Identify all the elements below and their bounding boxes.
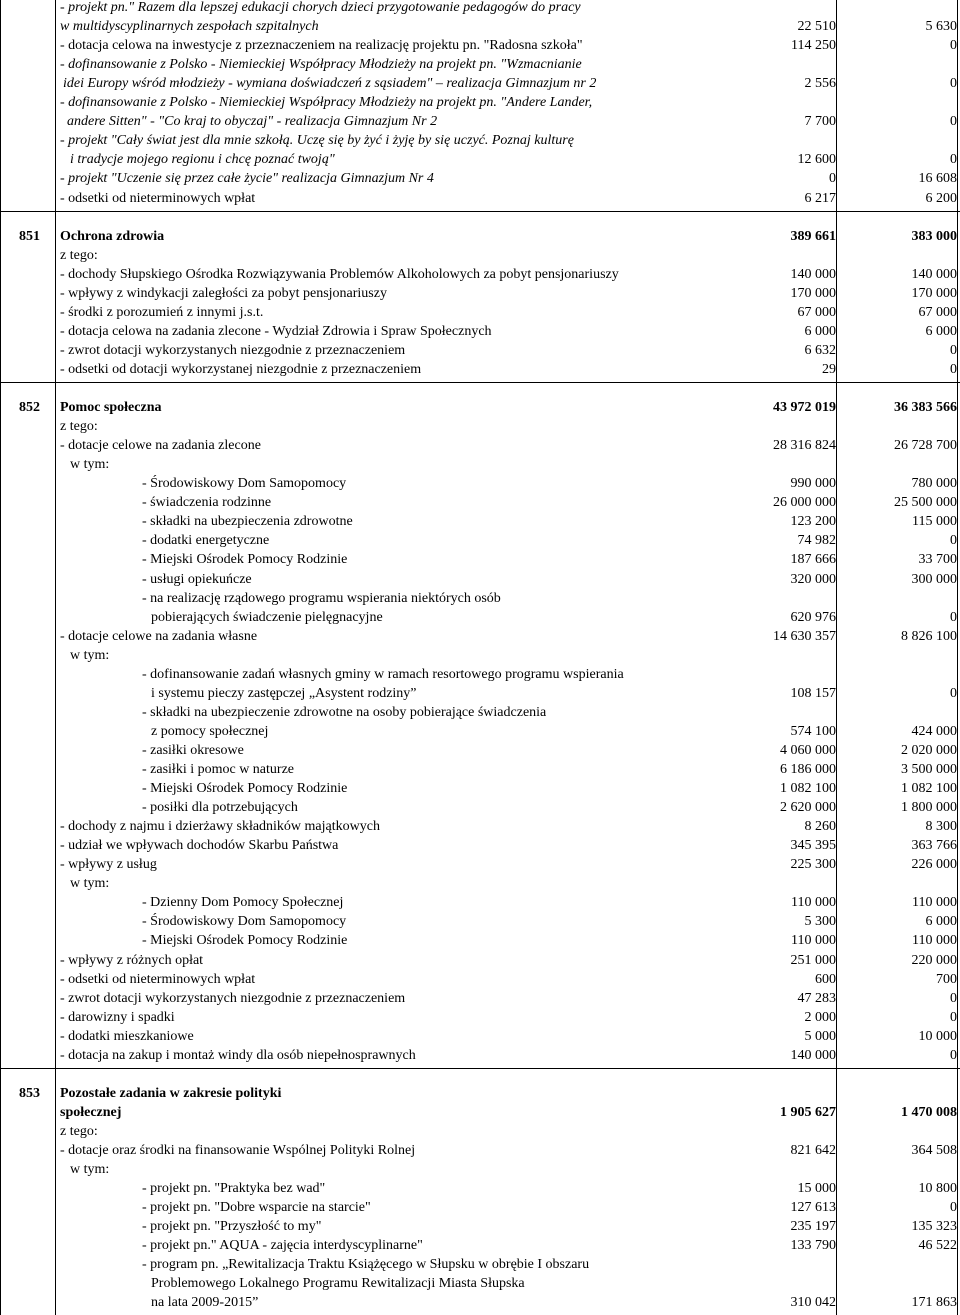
table-row (0, 419, 960, 438)
row-description: - Środowiskowy Dom Samopomocy (142, 476, 347, 492)
table-row (0, 1257, 960, 1276)
row-description: społecznej (60, 1104, 122, 1120)
row-description: - odsetki od nieterminowych wpłat (60, 190, 256, 206)
row-description: - usługi opiekuńcze (142, 571, 252, 587)
row-description: - Dzienny Dom Pomocy Społecznej (142, 895, 344, 911)
table-row (0, 514, 960, 533)
value-column-2: 0 (950, 990, 957, 1006)
table-row (0, 267, 960, 286)
table-row (0, 572, 960, 591)
value-column-1: 74 982 (797, 533, 836, 549)
row-description: - projekt pn. "Przyszłość to my" (142, 1219, 322, 1235)
value-column-2: 0 (950, 1047, 957, 1063)
value-column-1: 6 632 (804, 342, 836, 358)
section-row (0, 229, 960, 248)
table-row (0, 1029, 960, 1048)
row-description: Pozostałe zadania w zakresie polityki (60, 1085, 282, 1101)
value-column-1: 170 000 (790, 285, 836, 301)
section-code: 851 (19, 228, 40, 244)
row-description: - dotacje celowe na zadania zlecone (60, 438, 261, 454)
table-row (0, 362, 960, 381)
row-description: - dotacje celowe na zadania własne (60, 628, 258, 644)
value-column-1: 110 000 (791, 933, 836, 949)
section-divider (0, 382, 960, 383)
value-column-1: 1 905 627 (780, 1104, 836, 1120)
row-description: - odsetki od dotacji wykorzystanej niezgodnie z przeznaczeniem (60, 361, 422, 377)
row-description: pobierających świadczenie pielęgnacyjne (151, 609, 383, 625)
row-description: - odsetki od nieterminowych wpłat (60, 971, 256, 987)
value-column-1: 114 250 (791, 38, 836, 54)
value-column-1: 29 (822, 361, 836, 377)
table-row (0, 1181, 960, 1200)
value-column-2: 25 500 000 (894, 495, 957, 511)
value-column-2: 1 800 000 (901, 800, 957, 816)
value-column-2: 33 700 (918, 552, 957, 568)
table-row (0, 610, 960, 629)
table-row (0, 1143, 960, 1162)
table-row (0, 1105, 960, 1124)
table-row (0, 629, 960, 648)
row-description: - projekt pn. "Dobre wsparcie na starcie" (142, 1200, 371, 1216)
table-row (0, 819, 960, 838)
row-description: - projekt pn." Razem dla lepszej edukacji chorych dzieci przygotowanie pedagogów do pracy (60, 0, 581, 15)
table-row (0, 838, 960, 857)
table-row (0, 76, 960, 95)
row-description: i tradycje mojego regionu i chcę poznać twoją" (70, 152, 335, 168)
value-column-1: 28 316 824 (773, 438, 836, 454)
table-row (0, 743, 960, 762)
table-row (0, 1048, 960, 1067)
table-row (0, 438, 960, 457)
table-row (0, 648, 960, 667)
section-code: 853 (19, 1085, 40, 1101)
table-row (0, 686, 960, 705)
value-column-2: 6 000 (925, 914, 957, 930)
value-column-1: 2 000 (804, 1009, 836, 1025)
row-description: z tego: (60, 247, 98, 263)
value-column-1: 110 000 (791, 895, 836, 911)
table-row (0, 457, 960, 476)
row-description: - dochody z najmu i dzierżawy składników majątkowych (60, 819, 380, 835)
value-column-2: 0 (950, 1009, 957, 1025)
value-column-1: 12 600 (797, 152, 836, 168)
table-row (0, 1238, 960, 1257)
table-row (0, 724, 960, 743)
value-column-2: 2 020 000 (901, 742, 957, 758)
value-column-1: 140 000 (790, 1047, 836, 1063)
value-column-2: 8 300 (925, 819, 957, 835)
row-description: i systemu pieczy zastępczej „Asystent rodziny” (151, 685, 417, 701)
row-description: z pomocy społecznej (151, 723, 269, 739)
value-column-1: 345 395 (790, 838, 836, 854)
table-row (0, 191, 960, 210)
value-column-1: 821 642 (790, 1143, 836, 1158)
value-column-1: 320 000 (790, 571, 836, 587)
value-column-1: 22 510 (797, 19, 836, 35)
value-column-1: 15 000 (797, 1181, 836, 1197)
table-row (0, 305, 960, 324)
table-row (0, 933, 960, 952)
value-column-2: 67 000 (918, 304, 957, 320)
value-column-1: 26 000 000 (773, 495, 836, 511)
row-description: - dofinansowanie z Polsko - Niemieckiej Współpracy Młodzieży na projekt pn. "Andere Lander, (60, 95, 593, 111)
row-description: - projekt "Cały świat jest dla mnie szkołą. Uczę się by żyć i żyję by się uczyć. Poznaj kulturę (60, 133, 574, 149)
row-description: - dotacje oraz środki na finansowanie Wspólnej Polityki Rolnej (60, 1143, 416, 1158)
value-column-2: 26 728 700 (894, 438, 957, 454)
row-description: - projekt "Uczenie się przez całe życie" realizacja Gimnazjum Nr 4 (60, 171, 434, 187)
row-description: - składki na ubezpieczenie zdrowotne na osoby pobierające świadczenia (142, 704, 547, 720)
value-column-1: 6 186 000 (780, 762, 836, 777)
value-column-2: 700 (936, 971, 957, 987)
table-row (0, 114, 960, 133)
table-row (0, 133, 960, 152)
section-code: 852 (19, 400, 40, 416)
value-column-2: 424 000 (911, 723, 957, 739)
table-row (0, 1276, 960, 1295)
table-row (0, 1162, 960, 1181)
table-row (0, 476, 960, 495)
value-column-1: 600 (815, 971, 836, 987)
value-column-2: 8 826 100 (901, 628, 957, 644)
value-column-2: 0 (950, 361, 957, 377)
table-row (0, 953, 960, 972)
value-column-2: 115 000 (912, 514, 957, 530)
value-column-1: 574 100 (790, 723, 836, 739)
row-description: - dofinansowanie z Polsko - Niemieckiej Współpracy Młodzieży na projekt pn. "Wzmacnianie (60, 57, 582, 73)
table-row (0, 533, 960, 552)
value-column-2: 1 082 100 (901, 781, 957, 797)
table-row (0, 914, 960, 933)
value-column-2: 0 (950, 114, 957, 130)
row-description: - posiłki dla potrzebujących (142, 800, 298, 816)
value-column-1: 5 300 (804, 914, 836, 930)
table-row (0, 1219, 960, 1238)
row-description: - wpływy z windykacji zaległości za pobyt pensjonariuszy (60, 285, 387, 301)
value-column-1: 14 630 357 (773, 628, 836, 644)
section-divider (0, 211, 960, 212)
row-description: z tego: (60, 1123, 98, 1139)
value-column-1: 389 661 (790, 228, 836, 244)
row-description: - darowizny i spadki (60, 1009, 175, 1025)
value-column-1: 43 972 019 (773, 400, 836, 416)
value-column-1: 225 300 (790, 857, 836, 873)
table-row (0, 1200, 960, 1219)
value-column-2: 226 000 (911, 857, 957, 873)
value-column-1: 67 000 (797, 304, 836, 320)
value-column-2: 36 383 566 (894, 400, 957, 416)
row-description: idei Europy wśród młodzieży - wymiana doświadczeń z sąsiadem" – realizacja Gimnazjum nr 2 (63, 76, 597, 92)
value-column-2: 110 000 (912, 895, 957, 911)
value-column-1: 620 976 (790, 609, 836, 625)
table-row (0, 705, 960, 724)
row-description: - dotacja celowa na inwestycje z przeznaczeniem na realizację projektu pn. "Radosna szkoła" (60, 38, 583, 54)
value-column-1: 127 613 (790, 1200, 836, 1216)
row-description: - środki z porozumień z innymi j.s.t. (60, 304, 264, 320)
row-description: w tym: (70, 1162, 110, 1178)
table-row (0, 781, 960, 800)
row-description: - dochody Słupskiego Ośrodka Rozwiązywania Problemów Alkoholowych za pobyt pensjonariuszy (60, 266, 619, 282)
value-column-2: 6 000 (925, 323, 957, 339)
value-column-1: 4 060 000 (780, 742, 836, 758)
value-column-2: 0 (950, 609, 957, 625)
table-row (0, 57, 960, 76)
row-description: Ochrona zdrowia (60, 228, 165, 244)
row-description: - Środowiskowy Dom Samopomocy (142, 914, 347, 930)
row-description: - projekt pn." AQUA - zajęcia interdyscyplinarne" (142, 1238, 423, 1254)
table-row (0, 762, 960, 781)
value-column-1: 2 556 (804, 76, 836, 92)
row-description: - dotacja na zakup i montaż windy dla osób niepełnosprawnych (60, 1047, 416, 1063)
value-column-2: 0 (950, 533, 957, 549)
row-description: - Miejski Ośrodek Pomocy Rodzinie (142, 552, 348, 568)
table-row (0, 152, 960, 171)
row-description: - świadczenia rodzinne (142, 495, 272, 511)
table-row (0, 552, 960, 571)
table-row (0, 324, 960, 343)
table-row (0, 876, 960, 895)
value-column-2: 0 (950, 76, 957, 92)
table-row (0, 895, 960, 914)
value-column-2: 140 000 (911, 266, 957, 282)
table-row (0, 972, 960, 991)
value-column-1: 5 000 (804, 1028, 836, 1044)
value-column-2: 1 470 008 (901, 1104, 957, 1120)
row-description: - projekt pn. "Praktyka bez wad" (142, 1181, 326, 1197)
value-column-2: 6 200 (925, 190, 957, 206)
value-column-1: 990 000 (790, 476, 836, 492)
value-column-1: 6 000 (804, 323, 836, 339)
row-description: - wpływy z różnych opłat (60, 952, 204, 968)
vline-left (55, 0, 56, 1315)
value-column-2: 10 800 (918, 1181, 957, 1197)
value-column-1: 187 666 (790, 552, 836, 568)
row-description: - dodatki energetyczne (142, 533, 270, 549)
value-column-1: 0 (829, 171, 836, 187)
value-column-2: 363 766 (911, 838, 957, 854)
section-row (0, 1086, 960, 1105)
value-column-1: 6 217 (804, 190, 836, 206)
value-column-1: 310 042 (790, 1295, 836, 1311)
table-row (0, 171, 960, 190)
value-column-2: 0 (950, 342, 957, 358)
table-row (0, 248, 960, 267)
row-description: - udział we wpływach dochodów Skarbu Państwa (60, 838, 339, 854)
row-description: - Miejski Ośrodek Pomocy Rodzinie (142, 781, 348, 797)
table-row (0, 1010, 960, 1029)
table-row (0, 95, 960, 114)
table-row (0, 857, 960, 876)
value-column-2: 170 000 (911, 285, 957, 301)
row-description: na lata 2009-2015” (151, 1295, 259, 1311)
section-divider (0, 1068, 960, 1069)
row-description: - składki na ubezpieczenia zdrowotne (142, 514, 353, 530)
value-column-1: 8 260 (804, 819, 836, 835)
table-row (0, 800, 960, 819)
row-description: - Miejski Ośrodek Pomocy Rodzinie (142, 933, 348, 949)
row-description: w tym: (70, 457, 110, 473)
vline-mid (836, 0, 837, 1315)
value-column-1: 251 000 (790, 952, 836, 968)
table-row (0, 19, 960, 38)
row-description: - na realizację rządowego programu wspierania niektórych osób (142, 590, 501, 606)
row-description: Pomoc społeczna (60, 400, 162, 416)
value-column-1: 2 620 000 (780, 800, 836, 816)
row-description: w tym: (70, 647, 110, 663)
value-column-2: 383 000 (911, 228, 957, 244)
table-row (0, 343, 960, 362)
value-column-2: 135 323 (911, 1219, 957, 1235)
value-column-1: 133 790 (790, 1238, 836, 1254)
value-column-1: 235 197 (790, 1219, 836, 1235)
table-row (0, 495, 960, 514)
table-row (0, 591, 960, 610)
table-row (0, 1295, 960, 1314)
value-column-2: 46 522 (918, 1238, 957, 1254)
row-description: - dotacja celowa na zadania zlecone - Wydział Zdrowia i Spraw Społecznych (60, 323, 492, 339)
row-description: w tym: (70, 876, 110, 892)
row-description: Problemowego Lokalnego Programu Rewitalizacji Miasta Słupska (151, 1276, 525, 1292)
row-description: w multidyscyplinarnych zespołach szpitalnych (60, 19, 319, 35)
value-column-2: 110 000 (912, 933, 957, 949)
row-description: - wpływy z usług (60, 857, 157, 873)
table-row (0, 286, 960, 305)
value-column-2: 364 508 (911, 1143, 957, 1158)
row-description: - dodatki mieszkaniowe (60, 1028, 194, 1044)
row-description: - zasiłki i pomoc w naturze (142, 762, 295, 777)
table-row (0, 0, 960, 19)
value-column-2: 0 (950, 1200, 957, 1216)
value-column-2: 3 500 000 (901, 762, 957, 777)
row-description: z tego: (60, 419, 98, 435)
value-column-2: 220 000 (911, 952, 957, 968)
value-column-2: 5 630 (925, 19, 957, 35)
table-row (0, 991, 960, 1010)
value-column-1: 7 700 (804, 114, 836, 130)
value-column-2: 171 863 (911, 1295, 957, 1311)
row-description: - zasiłki okresowe (142, 742, 244, 758)
value-column-2: 0 (950, 685, 957, 701)
value-column-1: 123 200 (790, 514, 836, 530)
row-description: - zwrot dotacji wykorzystanych niezgodnie z przeznaczeniem (60, 342, 406, 358)
row-description: - program pn. „Rewitalizacja Traktu Książęcego w Słupsku w obrębie I obszaru (142, 1257, 590, 1273)
vline-right (957, 0, 958, 1315)
table-row (0, 667, 960, 686)
value-column-2: 16 608 (918, 171, 957, 187)
value-column-2: 780 000 (911, 476, 957, 492)
value-column-1: 1 082 100 (780, 781, 836, 797)
table-row (0, 1124, 960, 1143)
row-description: andere Sitten" - "Co kraj to obyczaj" - realizacja Gimnazjum Nr 2 (67, 114, 438, 130)
vline-outer-left (0, 0, 1, 1315)
value-column-2: 0 (950, 152, 957, 168)
value-column-2: 10 000 (918, 1028, 957, 1044)
value-column-2: 300 000 (911, 571, 957, 587)
value-column-2: 0 (950, 38, 957, 54)
value-column-1: 108 157 (790, 685, 836, 701)
row-description: - zwrot dotacji wykorzystanych niezgodnie z przeznaczeniem (60, 990, 406, 1006)
section-row (0, 400, 960, 419)
value-column-1: 140 000 (790, 266, 836, 282)
value-column-1: 47 283 (797, 990, 836, 1006)
row-description: - dofinansowanie zadań własnych gminy w ramach resortowego programu wspierania (142, 666, 624, 682)
table-row (0, 38, 960, 57)
